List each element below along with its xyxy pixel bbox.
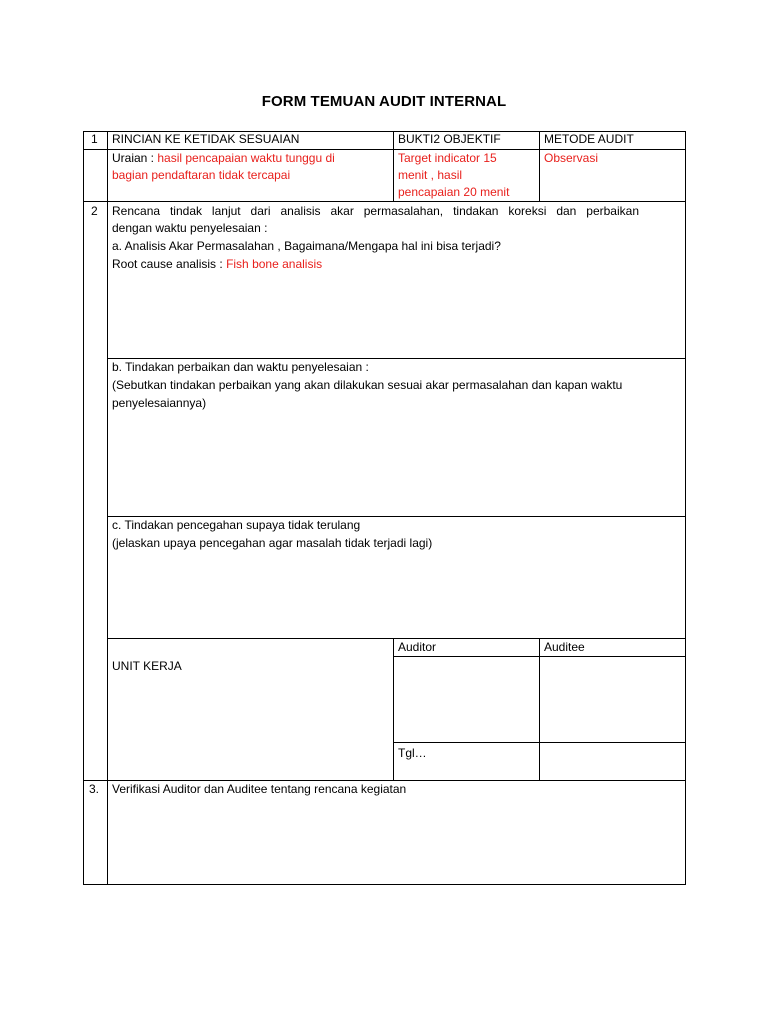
- item-c-label: c. Tindakan pencegahan supaya tidak terulang: [112, 518, 361, 532]
- uraian-label: Uraian :: [112, 151, 155, 165]
- bukti-line-1: Target indicator 15: [398, 151, 497, 165]
- unit-kerja-label: UNIT KERJA: [112, 659, 182, 673]
- auditee-label: Auditee: [544, 640, 585, 654]
- section-3-number: 3.: [89, 782, 100, 796]
- grid-line: [393, 656, 686, 657]
- uraian-value: hasil pencapaian waktu tunggu di: [154, 151, 335, 165]
- bukti-line-3: pencapaian 20 menit: [398, 185, 510, 199]
- grid-line: [539, 131, 540, 202]
- grid-line: [393, 131, 394, 202]
- metode-value: Observasi: [544, 151, 599, 165]
- grid-line: [539, 638, 540, 780]
- root-cause-line: [112, 256, 322, 273]
- root-cause-value: Fish bone analisis: [226, 257, 323, 271]
- tgl-label: Tgl…: [398, 746, 427, 760]
- grid-line: [393, 638, 394, 780]
- header-bukti: BUKTI2 OBJEKTIF: [398, 132, 501, 146]
- header-rincian: RINCIAN KE KETIDAK SESUAIAN: [112, 132, 300, 146]
- rencana-intro-line-2: dengan waktu penyelesaian :: [112, 221, 268, 235]
- root-cause-label: Root cause analisis :: [112, 257, 227, 271]
- item-a-label: a. Analisis Akar Permasalahan , Bagaimana/Mengapa hal ini bisa terjadi?: [112, 239, 501, 253]
- grid-line: [83, 201, 686, 202]
- uraian-line-2: bagian pendaftaran tidak tercapai: [112, 168, 291, 182]
- grid-line: [107, 638, 686, 639]
- bukti-line-2: menit , hasil: [398, 168, 463, 182]
- uraian-line-1: [112, 150, 335, 167]
- verifikasi-label: Verifikasi Auditor dan Auditee tentang rencana kegiatan: [112, 782, 407, 796]
- section-2-number: 2: [91, 204, 98, 218]
- item-b-note-line-1: (Sebutkan tindakan perbaikan yang akan dilakukan sesuai akar permasalahan dan kapan waktu: [112, 378, 623, 392]
- item-b-note-line-2: penyelesaiannya): [112, 396, 207, 410]
- rencana-intro-line-1: Rencana tindak lanjut dari analisis akar permasalahan, tindakan koreksi dan perbaikan: [112, 204, 639, 218]
- item-c-note: (jelaskan upaya pencegahan agar masalah tidak terjadi lagi): [112, 536, 433, 550]
- grid-line: [107, 131, 108, 885]
- item-b-label: b. Tindakan perbaikan dan waktu penyelesaian :: [112, 360, 369, 374]
- auditor-label: Auditor: [398, 640, 437, 654]
- form-title: FORM TEMUAN AUDIT INTERNAL: [261, 93, 507, 110]
- section-1-number: 1: [91, 132, 98, 146]
- header-metode: METODE AUDIT: [544, 132, 634, 146]
- grid-line: [393, 742, 686, 743]
